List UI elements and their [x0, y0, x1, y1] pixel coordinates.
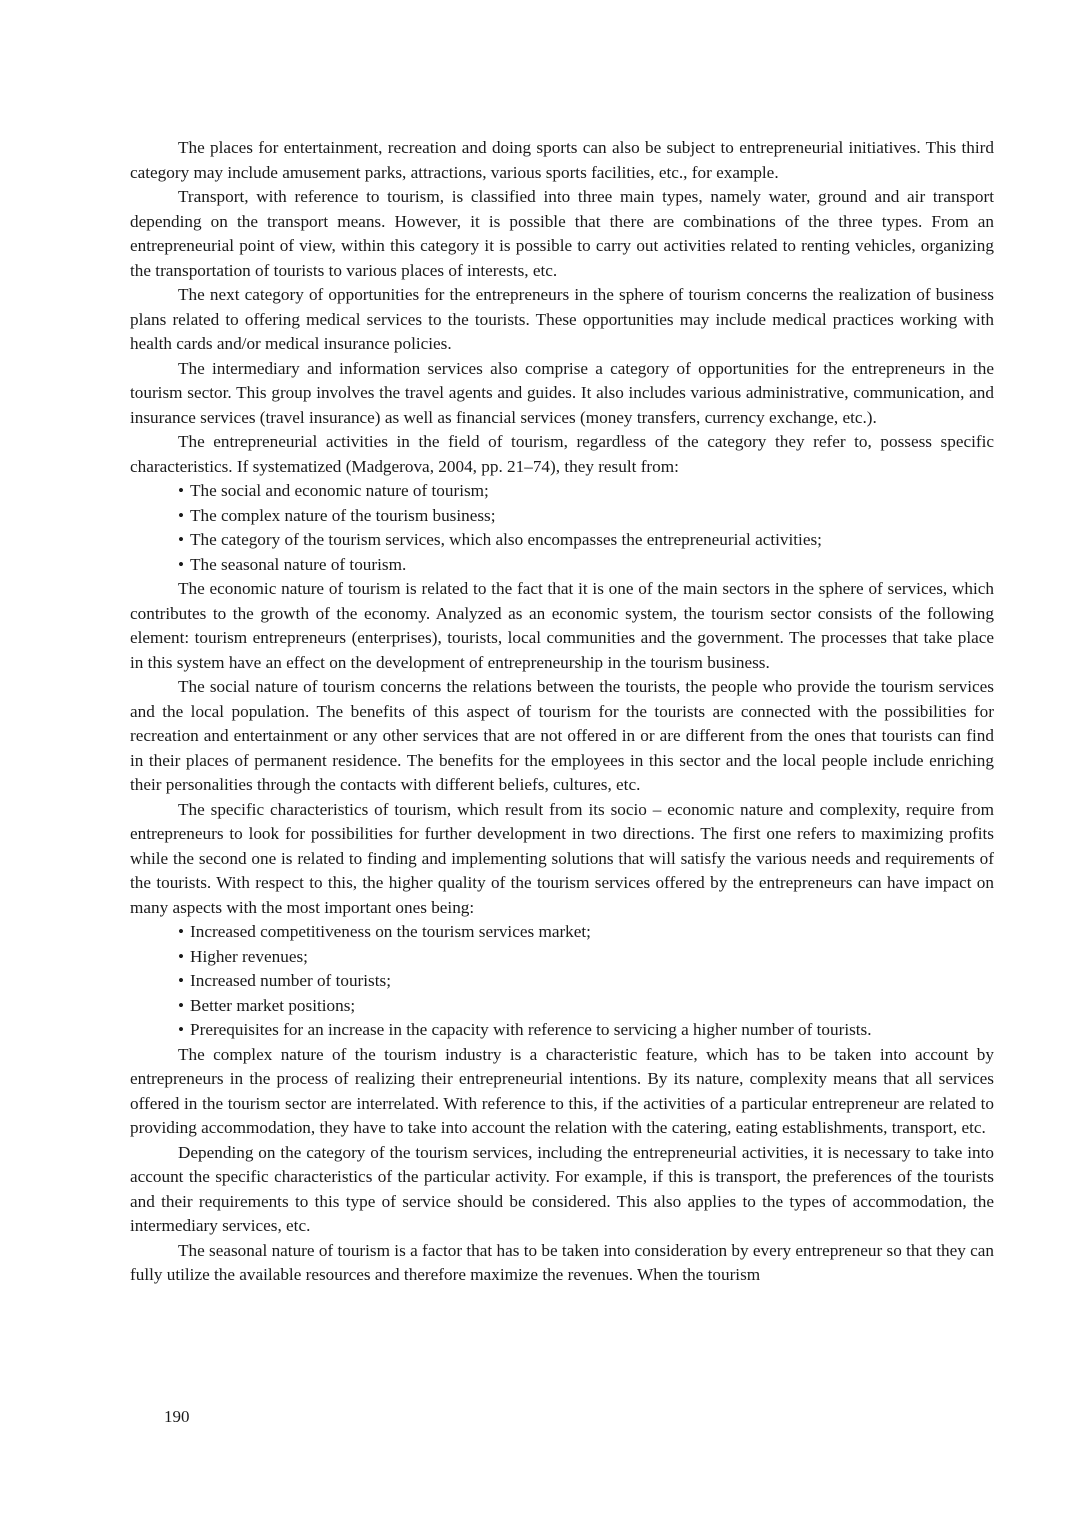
- list-item: • Increased competitiveness on the tourism services market;: [178, 922, 591, 941]
- paragraph-seasonal-nature: The seasonal nature of tourism is a factor that has to be taken into consideration by every entrepreneur so that they can fully utilize the available resources and therefore maximize the revenues. When the tourism: [130, 1240, 994, 1284]
- paragraph-economic-nature: The economic nature of tourism is related to the fact that it is one of the main sectors in the sphere of services, which contributes to the growth of the economy. Analyzed as an economic system, the tourism sector consists of the following element: tourism entrepreneurs (enterprises), tourists, local communities and the government. The processes that take place in this system have an effect on the development of entrepreneurship in the tourism business.: [130, 579, 994, 672]
- paragraph-medical: The next category of opportunities for the entrepreneurs in the sphere of tourism concerns the realization of business plans related to offering medical services to the tourists. These opportunities may include medical practices working with health cards and/or medical insurance policies.: [130, 285, 994, 353]
- bullet-icon: •: [178, 505, 185, 525]
- paragraph-specific-characteristics: The specific characteristics of tourism, which result from its socio – economic nature and complexity, require from entrepreneurs to look for possibilities for further development in two directions. The first one refers to maximizing profits while the second one is related to finding and implementing solutions that will satisfy the various needs and requirements of the tourists. With respect to this, the higher quality of the tourism services offered by the entrepreneurs can have impact on many aspects with the most important ones being:: [130, 799, 994, 917]
- quality-impact-list: [130, 920, 994, 1043]
- list-item: • Prerequisites for an increase in the capacity with reference to servicing a higher number of tourists.: [178, 1020, 872, 1039]
- paragraph-characteristics: The entrepreneurial activities in the field of tourism, regardless of the category they refer to, possess specific characteristics. If systematized (Madgerova, 2004, pp. 21–74), they result from:: [130, 432, 994, 476]
- list-item: • The seasonal nature of tourism.: [178, 554, 407, 574]
- list-item: • The social and economic nature of tourism;: [178, 481, 489, 500]
- page-number: 190: [164, 1407, 190, 1426]
- bullet-icon: •: [178, 946, 185, 966]
- list-item: • Higher revenues;: [178, 946, 308, 966]
- list-item: • The complex nature of the tourism business;: [178, 505, 496, 525]
- list-item: • The category of the tourism services, which also encompasses the entrepreneurial activities;: [178, 530, 822, 549]
- page-body: [130, 136, 994, 1288]
- paragraph-social-nature: The social nature of tourism concerns the relations between the tourists, the people who provide the tourism services and the local population. The benefits of this aspect of tourism for the tourists are connected with the possibilities for recreation and entertainment or any other services that are not offered in or are different from the ones that tourists can find in their places of permanent residence. The benefits for the employees in this sector and the local people include enriching their personalities through the contacts with different beliefs, cultures, etc.: [130, 677, 994, 794]
- list-item: • Increased number of tourists;: [178, 971, 391, 990]
- paragraph-transport: Transport, with reference to tourism, is classified into three main types, namely water, ground and air transport depending on the transport means. However, it is possible that there are combinations of the three types. From an entrepreneurial point of view, within this category it is possible to carry out activities related to renting vehicles, organizing the transportation of tourists to various places of interests, etc.: [130, 187, 994, 280]
- bullet-icon: •: [178, 481, 185, 500]
- bullet-icon: •: [178, 995, 185, 1015]
- paragraph-complex-nature: The complex nature of the tourism industry is a characteristic feature, which has to be taken into account by entrepreneurs in the process of realizing their entrepreneurial intentions. By its nature, complexity means that all services offered in the tourism sector are interrelated. With reference to this, if the activities of a particular entrepreneur are related to providing accommodation, they have to take into account the relation with the catering, eating establishments, transport, etc.: [130, 1044, 994, 1137]
- paragraph-intermediary: The intermediary and information services also comprise a category of opportunities for the entrepreneurs in the tourism sector. This group involves the travel agents and guides. It also includes various administrative, communication, and insurance services (travel insurance) as well as financial services (money transfers, currency exchange, etc.).: [130, 358, 994, 427]
- characteristics-list: [130, 479, 994, 577]
- list-item: • Better market positions;: [178, 995, 356, 1015]
- bullet-icon: •: [178, 530, 185, 549]
- bullet-icon: •: [178, 1020, 185, 1039]
- paragraph-service-category: Depending on the category of the tourism services, including the entrepreneurial activities, it is necessary to take into account the specific characteristics of the particular activity. For example, if this is transport, the preferences of the tourists and their requirements to this type of service should be considered. This also applies to the types of accommodation, the intermediary services, etc.: [130, 1142, 994, 1235]
- bullet-icon: •: [178, 554, 185, 574]
- bullet-icon: •: [178, 922, 185, 941]
- bullet-icon: •: [178, 971, 185, 990]
- paragraph-entertainment: The places for entertainment, recreation and doing sports can also be subject to entrepreneurial initiatives. This third category may include amusement parks, attractions, various sports facilities, etc., for example.: [130, 138, 994, 182]
